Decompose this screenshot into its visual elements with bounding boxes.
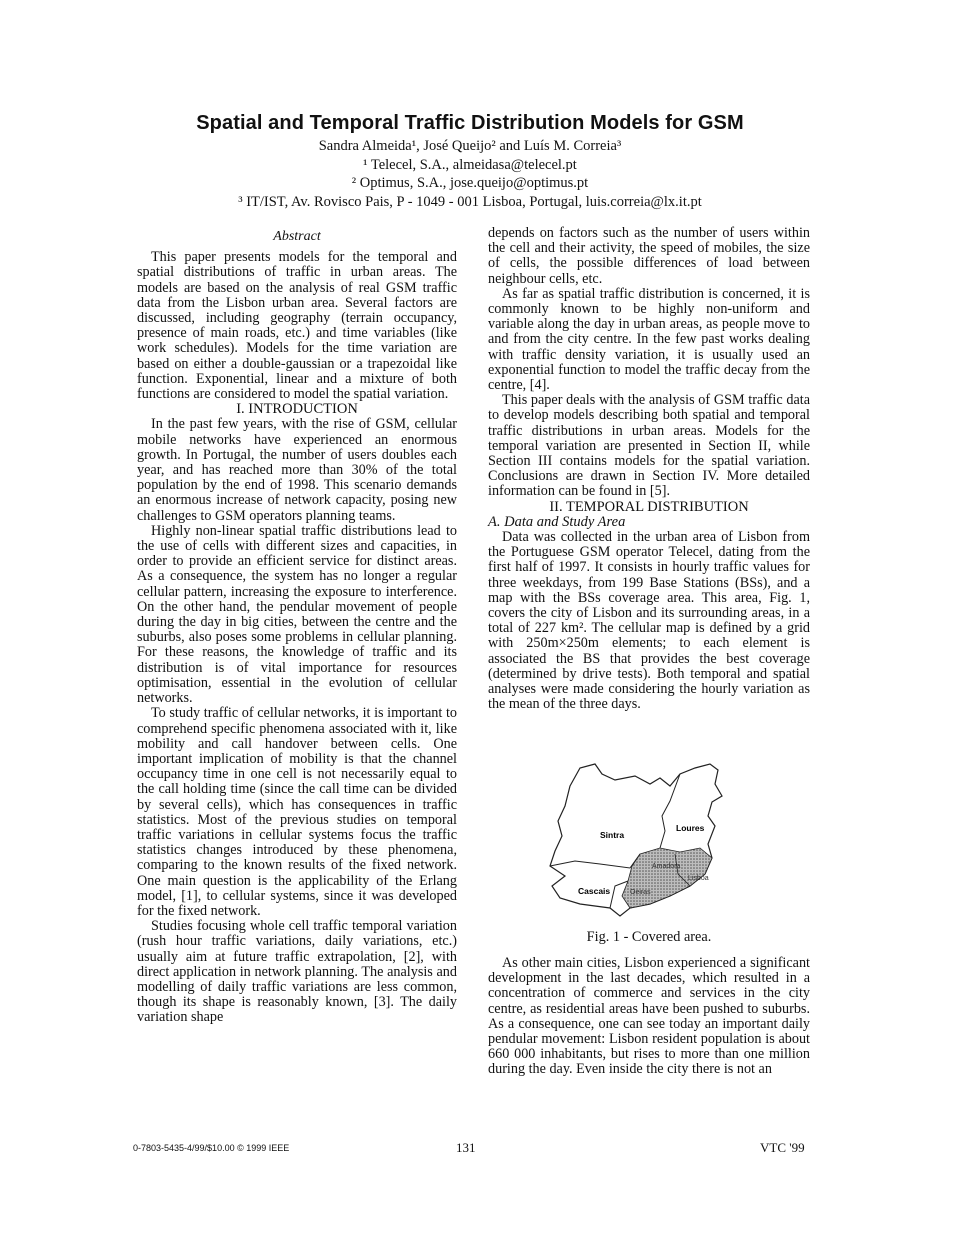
affiliation-1: ¹ Telecel, S.A., almeidasa@telecel.pt — [363, 157, 577, 173]
subsection-a-heading: A. Data and Study Area — [488, 513, 626, 530]
label-sintra: Sintra — [600, 830, 625, 840]
data-paragraph: Data was collected in the urban area of Lisbon from the Portuguese GSM operator Telecel, dating from the first half of 1997. It consists in hourly traffic values for three weekdays, from 199 Base Stations (BSs), and a map with the BSs coverage area. This area, Fig. 1, covers the city of Lisbon and its surrounding areas, in a total of 227 km². The cellular map is defined by a grid with 250m×250m elements; to each element is associated the BS that provides the best coverage (determined by drive tests). Both temporal and spatial analyses were made considering the hourly variation as the mean of the three days. — [488, 529, 810, 713]
affiliation-3: ³ IT/IST, Av. Rovisco Pais, P - 1049 - 001 Lisboa, Portugal, luis.correia@lx.it.pt — [238, 194, 702, 210]
label-loures: Loures — [676, 823, 705, 833]
covered-area-map — [540, 756, 750, 921]
intro-paragraph-2: Highly non-linear spatial traffic distributions lead to the use of cells with different sizes and capacities, in order to provide an efficient service for distinct areas. As a consequence, the system has no longer a regular cellular pattern, increasing the exposure to interference. On the other hand, the pendular movement of people during the day in big cities, between the centre and the suburbs, also poses some problems in cellular planning. For these reasons, the knowledge of traffic and its distribution is of vital importance for resources optimisation, essential in the evolution of cellular networks. — [137, 522, 457, 707]
footer-conference: VTC '99 — [760, 1140, 805, 1155]
label-lisboa: Lisboa — [688, 875, 709, 882]
label-cascais: Cascais — [578, 886, 611, 896]
right-column — [488, 226, 810, 713]
intro-paragraph-3: To study traffic of cellular networks, it is important to comprehend specific phenomena associated with it, like mobility and call handover between cells. One important implication of mobility is that the channel occupancy time in one cell is not necessarily equal to the call holding time (since the call time can be divided by several cells), which has consequences in traffic statistics. Most of the previous studies on temporal traffic variations in cellular systems focus the traffic statistics changes introduced by these phenomena, comparing to the known results of the fixed network. One main question is the applicability of the Erlang model, [1], to cellular systems, since it was developed for the fixed network. — [137, 705, 457, 919]
right-column-lower — [488, 956, 810, 1078]
intro-paragraph-1: In the past few years, with the rise of GSM, cellular mobile networks have experienced an enormous growth. In Portugal, the number of users doubles each year, and has reached more than 30% of the total population by the end of 1998. This scenario demands an enormous increase of network capacity, posing new challenges to GSM operators planning teams. — [137, 416, 457, 524]
intro-paragraph-4: Studies focusing whole cell traffic temporal variation (rush hour traffic variations, daily variations, etc.) usually aim at future traffic extrapolation, [2], with direct application in network planning. The analysis and modelling of daily traffic variations are less common, though its shape is reasonably known, [3]. The daily variation shape — [137, 918, 457, 1026]
affiliation-2: ² Optimus, S.A., jose.queijo@optimus.pt — [351, 175, 589, 191]
page-number: 131 — [456, 1140, 476, 1155]
abstract-heading: Abstract — [273, 229, 321, 244]
paper-title: Spatial and Temporal Traffic Distribution Models for GSM — [196, 112, 744, 134]
footer-copyright: 0-7803-5435-4/99/$10.00 © 1999 IEEE — [133, 1143, 290, 1153]
right-paragraph-1: depends on factors such as the number of users within the cell and their activity, the speed of mobiles, the size of cells, the possible differences of load between neighbour cells, etc. — [488, 225, 810, 287]
label-amadora: Amadora — [652, 863, 681, 870]
section-1-heading: I. INTRODUCTION — [236, 401, 358, 418]
authors: Sandra Almeida¹, José Queijo² and Luís M. Correia³ — [318, 138, 622, 154]
right-paragraph-2: As far as spatial traffic distribution is concerned, it is commonly known to be highly non-uniform and variable along the day in urban areas, as people move to and from the city centre. In the few past works dealing with traffic density variation, it is usually used an exponential function to model the traffic decay from the centre, [4]. — [488, 285, 810, 394]
label-oeiras: Oeiras — [630, 889, 651, 896]
abstract-text: This paper presents models for the temporal and spatial distributions of traffic in urban areas. The models are based on the analysis of real GSM traffic data from the Lisbon urban area. Several factors are discussed, including geography (terrain occupancy, presence of main roads, etc.) and time variables (like work schedules). Models for the time variation are based on either a double-gaussian or a trapezoidal like function. Exponential, linear and a mixture of both functions are considered to model the spatial variation. — [137, 249, 457, 403]
left-column — [137, 229, 457, 1026]
after-figure-paragraph: As other main cities, Lisbon experienced a significant development in the last decades, which resulted in a concentration of commerce and services in the city centre, as residential areas have been pushed to suburbs. As a consequence, one can see today an important daily pendular movement: Lisbon resident population is about 660 000 inhabitants, but rises to more than one million during the day. Even inside the city there is not an — [488, 955, 810, 1078]
figure-caption: Fig. 1 - Covered area. — [586, 929, 712, 945]
right-paragraph-3: This paper deals with the analysis of GSM traffic data to develop models describing both spatial and temporal traffic distributions in urban areas. Models for the temporal variation are presented in Section II, while Section III contains models for the spatial variation. Conclusions are drawn in Section IV. More detailed information can be found in [5]. — [488, 392, 810, 500]
section-2-heading: II. TEMPORAL DISTRIBUTION — [549, 498, 749, 515]
